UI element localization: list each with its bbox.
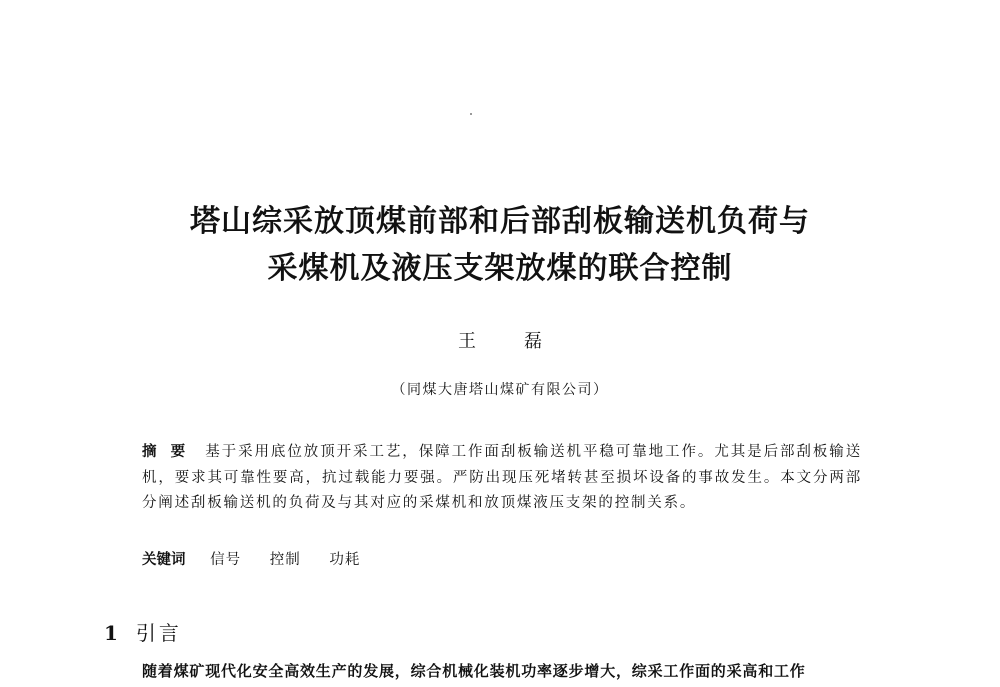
- keywords: [142, 548, 384, 569]
- paper-title-line-1: 塔山综采放顶煤前部和后部刮板输送机负荷与: [190, 204, 810, 239]
- section-heading: [104, 617, 182, 646]
- author-affiliation: （同煤大唐塔山煤矿有限公司）: [391, 382, 609, 398]
- abstract: [142, 440, 862, 517]
- keywords-label: 关键词: [142, 552, 186, 568]
- keyword: 控制: [269, 552, 301, 568]
- paper-title-line-2: 采煤机及液压支架放煤的联合控制: [267, 251, 733, 286]
- scan-speck: [470, 113, 472, 115]
- abstract-label: 摘要: [142, 444, 200, 460]
- author-name: 王磊: [458, 331, 590, 352]
- keyword: 功耗: [329, 552, 361, 568]
- keyword: 信号: [210, 552, 242, 568]
- section-title: 引言: [135, 621, 182, 645]
- section-number: 1: [104, 621, 118, 645]
- abstract-text: 基于采用底位放顶开采工艺，保障工作面刮板输送机平稳可靠地工作。尤其是后部刮板输送机，要求其可靠性要高，抗过载能力要强。严防出现压死堵转甚至损坏设备的事故发生。本文分两部分阐述刮板输送机的负荷及与其对应的采煤机和放顶煤液压支架的控制关系。: [142, 444, 863, 511]
- body-paragraph: 随着煤矿现代化安全高效生产的发展，综合机械化装机功率逐步增大，综采工作面的采高和工作: [142, 662, 806, 680]
